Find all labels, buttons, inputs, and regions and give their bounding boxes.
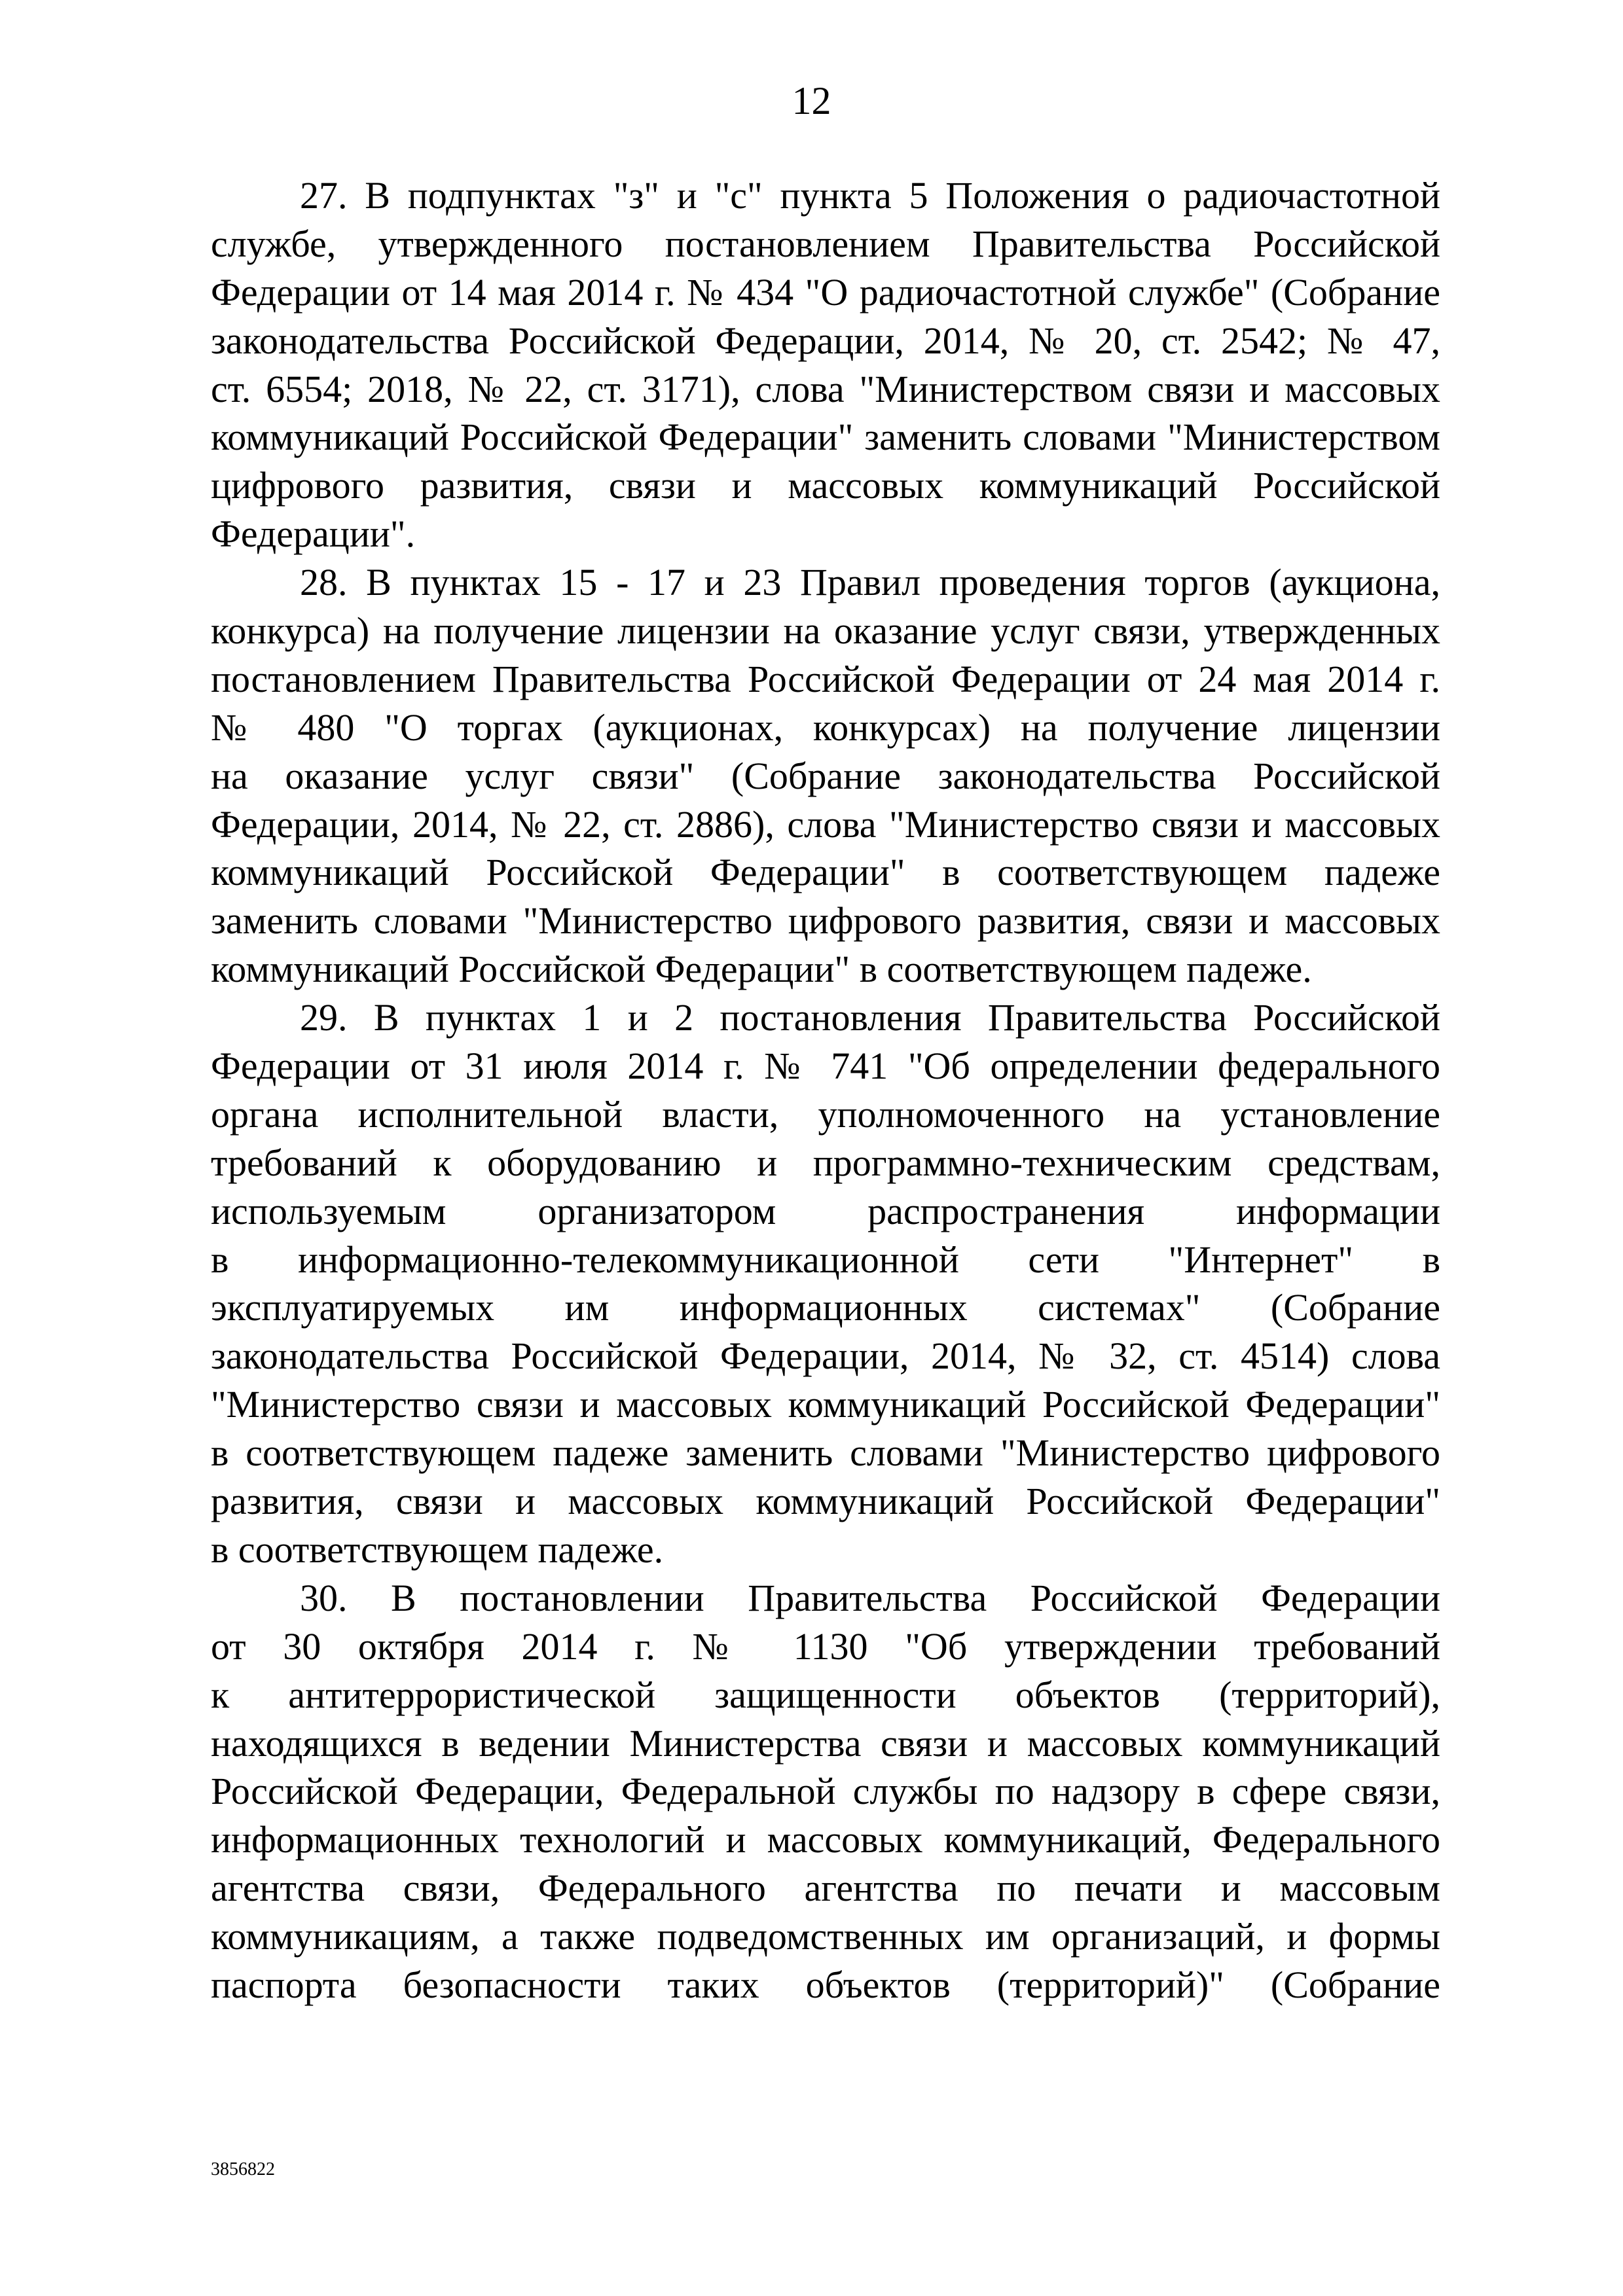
text-line: 28. В пунктах 15 - 17 и 23 Правил проведения торгов (аукциона, <box>300 561 1440 604</box>
text-line: постановлением Правительства Российской Федерации от 24 мая 2014 г. <box>211 657 1440 700</box>
text-line: в информационно-телекоммуникационной сети "Интернет" в <box>211 1238 1440 1281</box>
text-line: заменить словами "Министерство цифрового развития, связи и массовых <box>211 899 1440 942</box>
text-line: законодательства Российской Федерации, 2014, № 20, ст. 2542; № 47, <box>211 319 1440 362</box>
text-line: Федерации от 31 июля 2014 г. № 741 "Об определении федерального <box>211 1045 1440 1088</box>
text-line: законодательства Российской Федерации, 2014, № 32, ст. 4514) слова <box>211 1335 1440 1378</box>
text-line: информационных технологий и массовых коммуникаций, Федерального <box>211 1818 1440 1861</box>
paragraph-28 <box>211 558 1440 994</box>
text-line: органа исполнительной власти, уполномоченного на установление <box>211 1092 1440 1136</box>
text-line: № 480 "О торгах (аукционах, конкурсах) на получение лицензии <box>211 706 1440 749</box>
text-line: находящихся в ведении Министерства связи и массовых коммуникаций <box>211 1721 1440 1765</box>
paragraph-30 <box>211 1574 1440 2009</box>
text-line: эксплуатируемых им информационных системах" (Собрание <box>211 1286 1440 1329</box>
paragraph-29 <box>211 994 1440 1574</box>
paragraph-27 <box>211 171 1440 558</box>
text-line: 30. В постановлении Правительства Российской Федерации <box>300 1576 1440 1619</box>
text-line: паспорта безопасности таких объектов (территорий)" (Собрание <box>211 1963 1440 2006</box>
text-line: агентства связи, Федерального агентства по печати и массовым <box>211 1867 1440 1910</box>
text-line: Федерации, 2014, № 22, ст. 2886), слова "Министерство связи и массовых <box>211 802 1440 846</box>
text-line: цифрового развития, связи и массовых коммуникаций Российской <box>211 464 1440 507</box>
text-line: используемым организатором распространения информации <box>211 1189 1440 1232</box>
text-line: от 30 октября 2014 г. № 1130 "Об утверждении требований <box>211 1624 1440 1668</box>
text-line: коммуникаций Российской Федерации" в соответствующем падеже <box>211 851 1440 894</box>
text-line: 29. В пунктах 1 и 2 постановления Правительства Российской <box>300 996 1440 1039</box>
text-line: коммуникаций Российской Федерации" заменить словами "Министерством <box>211 416 1440 459</box>
text-line: службе, утвержденного постановлением Правительства Российской <box>211 222 1440 265</box>
text-line: развития, связи и массовых коммуникаций Российской Федерации" <box>211 1480 1440 1523</box>
text-line: Федерации от 14 мая 2014 г. № 434 "О радиочастотной службе" (Собрание <box>211 270 1440 314</box>
page-number: 12 <box>792 79 831 122</box>
text-line: на оказание услуг связи" (Собрание законодательства Российской <box>211 754 1440 797</box>
text-line: Федерации". <box>211 512 416 556</box>
text-line: в соответствующем падеже. <box>211 1528 664 1571</box>
text-line: ст. 6554; 2018, № 22, ст. 3171), слова "Министерством связи и массовых <box>211 367 1440 410</box>
text-line: требований к оборудованию и программно-техническим средствам, <box>211 1141 1440 1184</box>
text-line: 27. В подпунктах "з" и "с" пункта 5 Положения о радиочастотной <box>300 174 1440 217</box>
text-line: коммуникаций Российской Федерации" в соответствующем падеже. <box>211 948 1312 991</box>
text-line: "Министерство связи и массовых коммуникаций Российской Федерации" <box>211 1383 1440 1426</box>
text-line: к антитеррористической защищенности объектов (территорий), <box>211 1673 1440 1716</box>
text-line: Российской Федерации, Федеральной службы по надзору в сфере связи, <box>211 1770 1440 1813</box>
text-line: в соответствующем падеже заменить словами "Министерство цифрового <box>211 1431 1440 1475</box>
text-line: конкурса) на получение лицензии на оказание услуг связи, утвержденных <box>211 609 1440 653</box>
text-line: коммуникациям, а также подведомственных им организаций, и формы <box>211 1915 1440 1958</box>
document-id: 3856822 <box>211 2159 275 2179</box>
document-body <box>211 171 1440 2009</box>
